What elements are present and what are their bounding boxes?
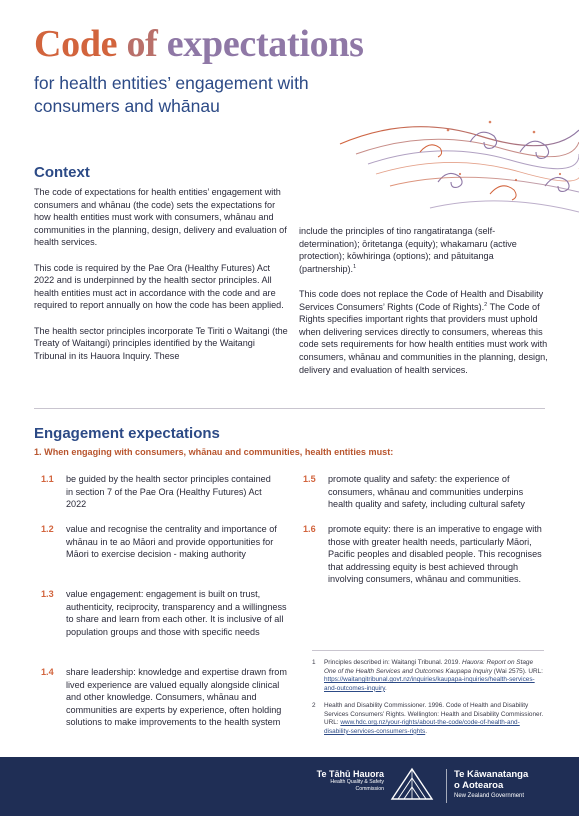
footnote-text-part: .	[384, 684, 387, 692]
footnote-text-part: Principles described in: Waitangi Tribunal. 2019.	[324, 659, 462, 666]
footnote-2	[312, 702, 544, 736]
context-paragraph-5-text: This code does not replace the Code of Health and Disability Services Consumers’ Rights (Code of Rights).	[299, 288, 544, 312]
engagement-heading: Engagement expectations	[34, 425, 220, 442]
context-right-column	[299, 225, 549, 389]
footnote-divider	[312, 650, 544, 651]
footnote-report-title: Hauora: Report on Stage One of the Health Services and Outcomes Kaupapa Inquiry	[324, 659, 534, 675]
engagement-lead-statement: 1. When engaging with consumers, whānau and communities, health entities must:	[34, 447, 394, 457]
context-paragraph-4	[299, 225, 549, 275]
footnote-text	[324, 659, 544, 693]
list-item	[41, 523, 283, 561]
item-number: 1.2	[41, 524, 54, 534]
context-paragraph-5-continued: The Code of Rights specifies important rights that providers must uphold when delivering services directly to consumers, whereas this code sets requirements for how health entities must work with consumers, whānau and communities in the planning, design, delivery and evaluation of health services.	[299, 301, 548, 375]
item-number: 1.5	[303, 474, 316, 484]
context-paragraph-4-text: include the principles of tino rangatiratanga (self-determination); ōritetanga (equity); whakamaru (active protection); kōwhiringa (options); and pātuitanga (partnership).	[299, 226, 517, 274]
item-text: promote equity: there is an imperative to engage with those with greater health needs, particularly Māori, Pacific peoples and disabled people. This recognises that addressing equity is best achieved through involving consumers, whānau and communities.	[328, 524, 542, 585]
item-number: 1.3	[41, 589, 54, 599]
title-word-1: Code	[34, 23, 118, 65]
list-item	[41, 473, 276, 511]
footnote-ref-2: 2	[484, 301, 488, 308]
title-word-2: of	[126, 23, 158, 65]
footnote-text-part: (Wai 2575). URL:	[492, 667, 543, 675]
nz-gov-english-name: New Zealand Government	[454, 793, 525, 799]
item-text: value and recognise the centrality and importance of whānau in te ao Māori and provide opportunities for Māori to exercise decision - making authority	[66, 524, 277, 560]
hqsc-emblem-icon	[390, 765, 434, 803]
section-divider	[34, 408, 545, 409]
item-text: promote quality and safety: the experience of consumers, whānau and communities underpins health quality and safety, including cultural safety	[328, 474, 525, 510]
item-text: value engagement: engagement is built on trust, authenticity, reciprocity, transparency and a willingness to share and learn from each other. It is inclusive of all population groups and those with specific needs	[66, 589, 287, 637]
footnote-text-part: Health and Disability Commissioner. 1996. Code of Health and Disability Services Consumers’ Rights. Wellington: Health and Disability Commissioner. URL:	[324, 702, 544, 727]
nz-government-logo-text	[454, 769, 528, 799]
context-paragraph-5	[299, 288, 549, 376]
list-item	[303, 523, 550, 586]
context-paragraph-1: The code of expectations for health entities’ engagement with consumers and whānau (the code) sets the expectations for how health entities must work with consumers, whānau and communities in the planning, design, delivery and evaluation of health services.	[34, 187, 287, 248]
item-text: be guided by the health sector principles contained in section 7 of the Pae Ora (Healthy Futures) Act 2022	[66, 474, 271, 510]
context-left-column	[34, 186, 289, 375]
hqsc-subtitle-2: Commission	[355, 785, 384, 792]
footnote-text	[324, 702, 544, 736]
title-word-3: expectations	[166, 23, 364, 65]
hqsc-name: Te Tāhū Hauora	[316, 769, 384, 779]
list-item	[41, 588, 287, 638]
hqsc-subtitle-1: Health Quality & Safety	[330, 779, 384, 785]
context-heading: Context	[34, 164, 90, 181]
context-paragraph-3: The health sector principles incorporate Te Tiriti o Waitangi (the Treaty of Waitangi) principles identified by the Waitangi Tribunal in its Hauora Inquiry. These	[34, 325, 288, 361]
footnote-number: 2	[312, 702, 316, 709]
nz-gov-name-line-1: Te Kāwanatanga	[454, 769, 529, 780]
footer-logo-divider	[446, 769, 447, 803]
footnote-number: 1	[312, 659, 316, 666]
item-number: 1.1	[41, 474, 54, 484]
footnote-link[interactable]: https://waitangitribunal.govt.nz/inquiries/kaupapa-inquiries/health-services-and-outcomes-inquiry	[324, 676, 535, 692]
item-number: 1.4	[41, 667, 54, 677]
hqsc-logo-text	[317, 769, 384, 792]
context-paragraph-2: This code is required by the Pae Ora (Healthy Futures) Act 2022 and is underpinned by the health sector principles. All health entities must act in accordance with the code and are required to report annually on how the code has been applied.	[34, 262, 284, 311]
page-title	[34, 22, 364, 66]
nz-gov-name-line-2: o Aotearoa	[454, 780, 504, 791]
item-text: share leadership: knowledge and expertise drawn from lived experience are valued equally alongside clinical and other knowledge. Consumers, whānau and communities are experts by experience, often holding solutions to make improvements to the health system	[66, 667, 287, 728]
list-item	[41, 666, 288, 729]
kowhaiwhai-pattern-decoration	[320, 82, 579, 242]
footnote-link[interactable]: www.hdc.org.nz/your-rights/about-the-code/code-of-health-and-disability-services-consumers-rights	[324, 719, 520, 735]
list-item	[303, 473, 550, 511]
item-number: 1.6	[303, 524, 316, 534]
footnote-1	[312, 659, 544, 693]
page-subtitle: for health entities’ engagement with consumers and whānau	[34, 73, 309, 116]
footer-bar	[0, 757, 579, 816]
footnote-ref-1: 1	[353, 263, 357, 270]
footnote-text-part: .	[425, 727, 427, 735]
